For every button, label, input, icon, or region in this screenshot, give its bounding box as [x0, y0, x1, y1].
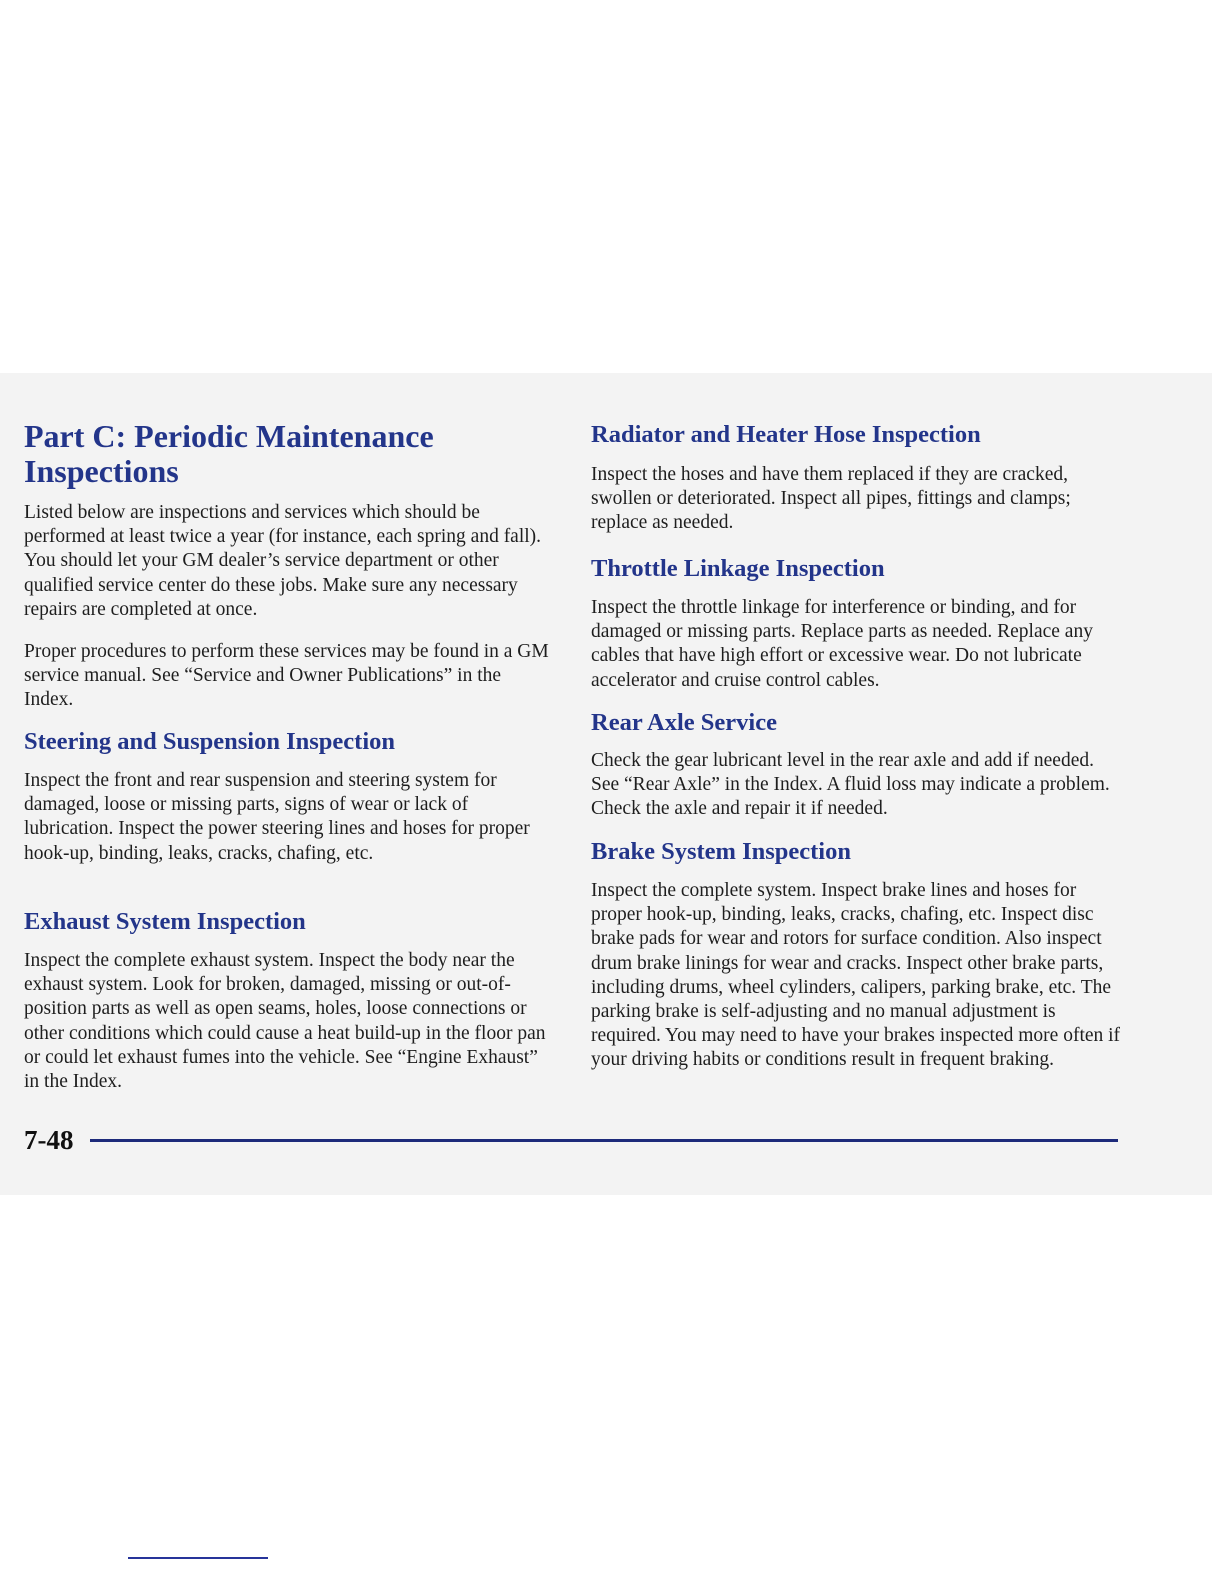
section-heading-exhaust-system: Exhaust System Inspection — [24, 908, 306, 935]
section-body-throttle-linkage: Inspect the throttle linkage for interference or binding, and for damaged or missing parts. Replace parts as needed. Replace any cables that have high effort or excessive wear. Do not lubricate accelerator and cruise control cables. — [591, 597, 1093, 691]
section-heading-brake-system: Brake System Inspection — [591, 838, 851, 865]
manual-page-panel — [0, 373, 1212, 1195]
intro-paragraph-1: Listed below are inspections and services which should be performed at least twice a year (for instance, each spring and fall). You should let your GM dealer’s service department or other qualified service center do these jobs. Make sure any necessary repairs are completed at once. — [24, 502, 542, 620]
section-heading-steering-suspension: Steering and Suspension Inspection — [24, 728, 396, 755]
footer-rule — [90, 1139, 1118, 1142]
section-heading-rear-axle: Rear Axle Service — [591, 709, 777, 736]
intro-paragraph-2: Proper procedures to perform these services may be found in a GM service manual. See “Service and Owner Publications” in the Index. — [24, 641, 549, 711]
section-body-radiator-heater-hose: Inspect the hoses and have them replaced if they are cracked, swollen or deteriorated. Inspect all pipes, fittings and clamps; replace as needed. — [591, 464, 1071, 534]
section-heading-radiator-heater-hose: Radiator and Heater Hose Inspection — [591, 421, 981, 448]
section-body-exhaust-system: Inspect the complete exhaust system. Inspect the body near the exhaust system. Look for broken, damaged, missing or out-of-position parts as well as open seams, holes, loose connections or other conditions which could cause a heat build-up in the floor pan or could let exhaust fumes into the vehicle. See “Engine Exhaust” in the Index. — [24, 950, 546, 1093]
bottom-divider-line — [128, 1557, 268, 1559]
page-title: Part C: Periodic Maintenance Inspections — [24, 418, 434, 489]
section-body-rear-axle: Check the gear lubricant level in the rear axle and add if needed. See “Rear Axle” in the Index. A fluid loss may indicate a problem. Check the axle and repair it if needed. — [591, 750, 1110, 820]
section-body-brake-system: Inspect the complete system. Inspect brake lines and hoses for proper hook-up, binding, leaks, cracks, chafing, etc. Inspect disc brake pads for wear and rotors for surface condition. Also inspect drum brake linings for wear and cracks. Inspect other brake parts, including drums, wheel cylinders, calipers, parking brake, etc. The parking brake is self-adjusting and no manual adjustment is required. You may need to have your brakes inspected more often if your driving habits or conditions result in frequent braking. — [591, 880, 1121, 1071]
section-heading-throttle-linkage: Throttle Linkage Inspection — [591, 555, 885, 582]
section-body-steering-suspension: Inspect the front and rear suspension and steering system for damaged, loose or missing parts, signs of wear or lack of lubrication. Inspect the power steering lines and hoses for proper hook-up, binding, leaks, cracks, chafing, etc. — [24, 770, 530, 864]
page-number: 7-48 — [24, 1125, 74, 1155]
